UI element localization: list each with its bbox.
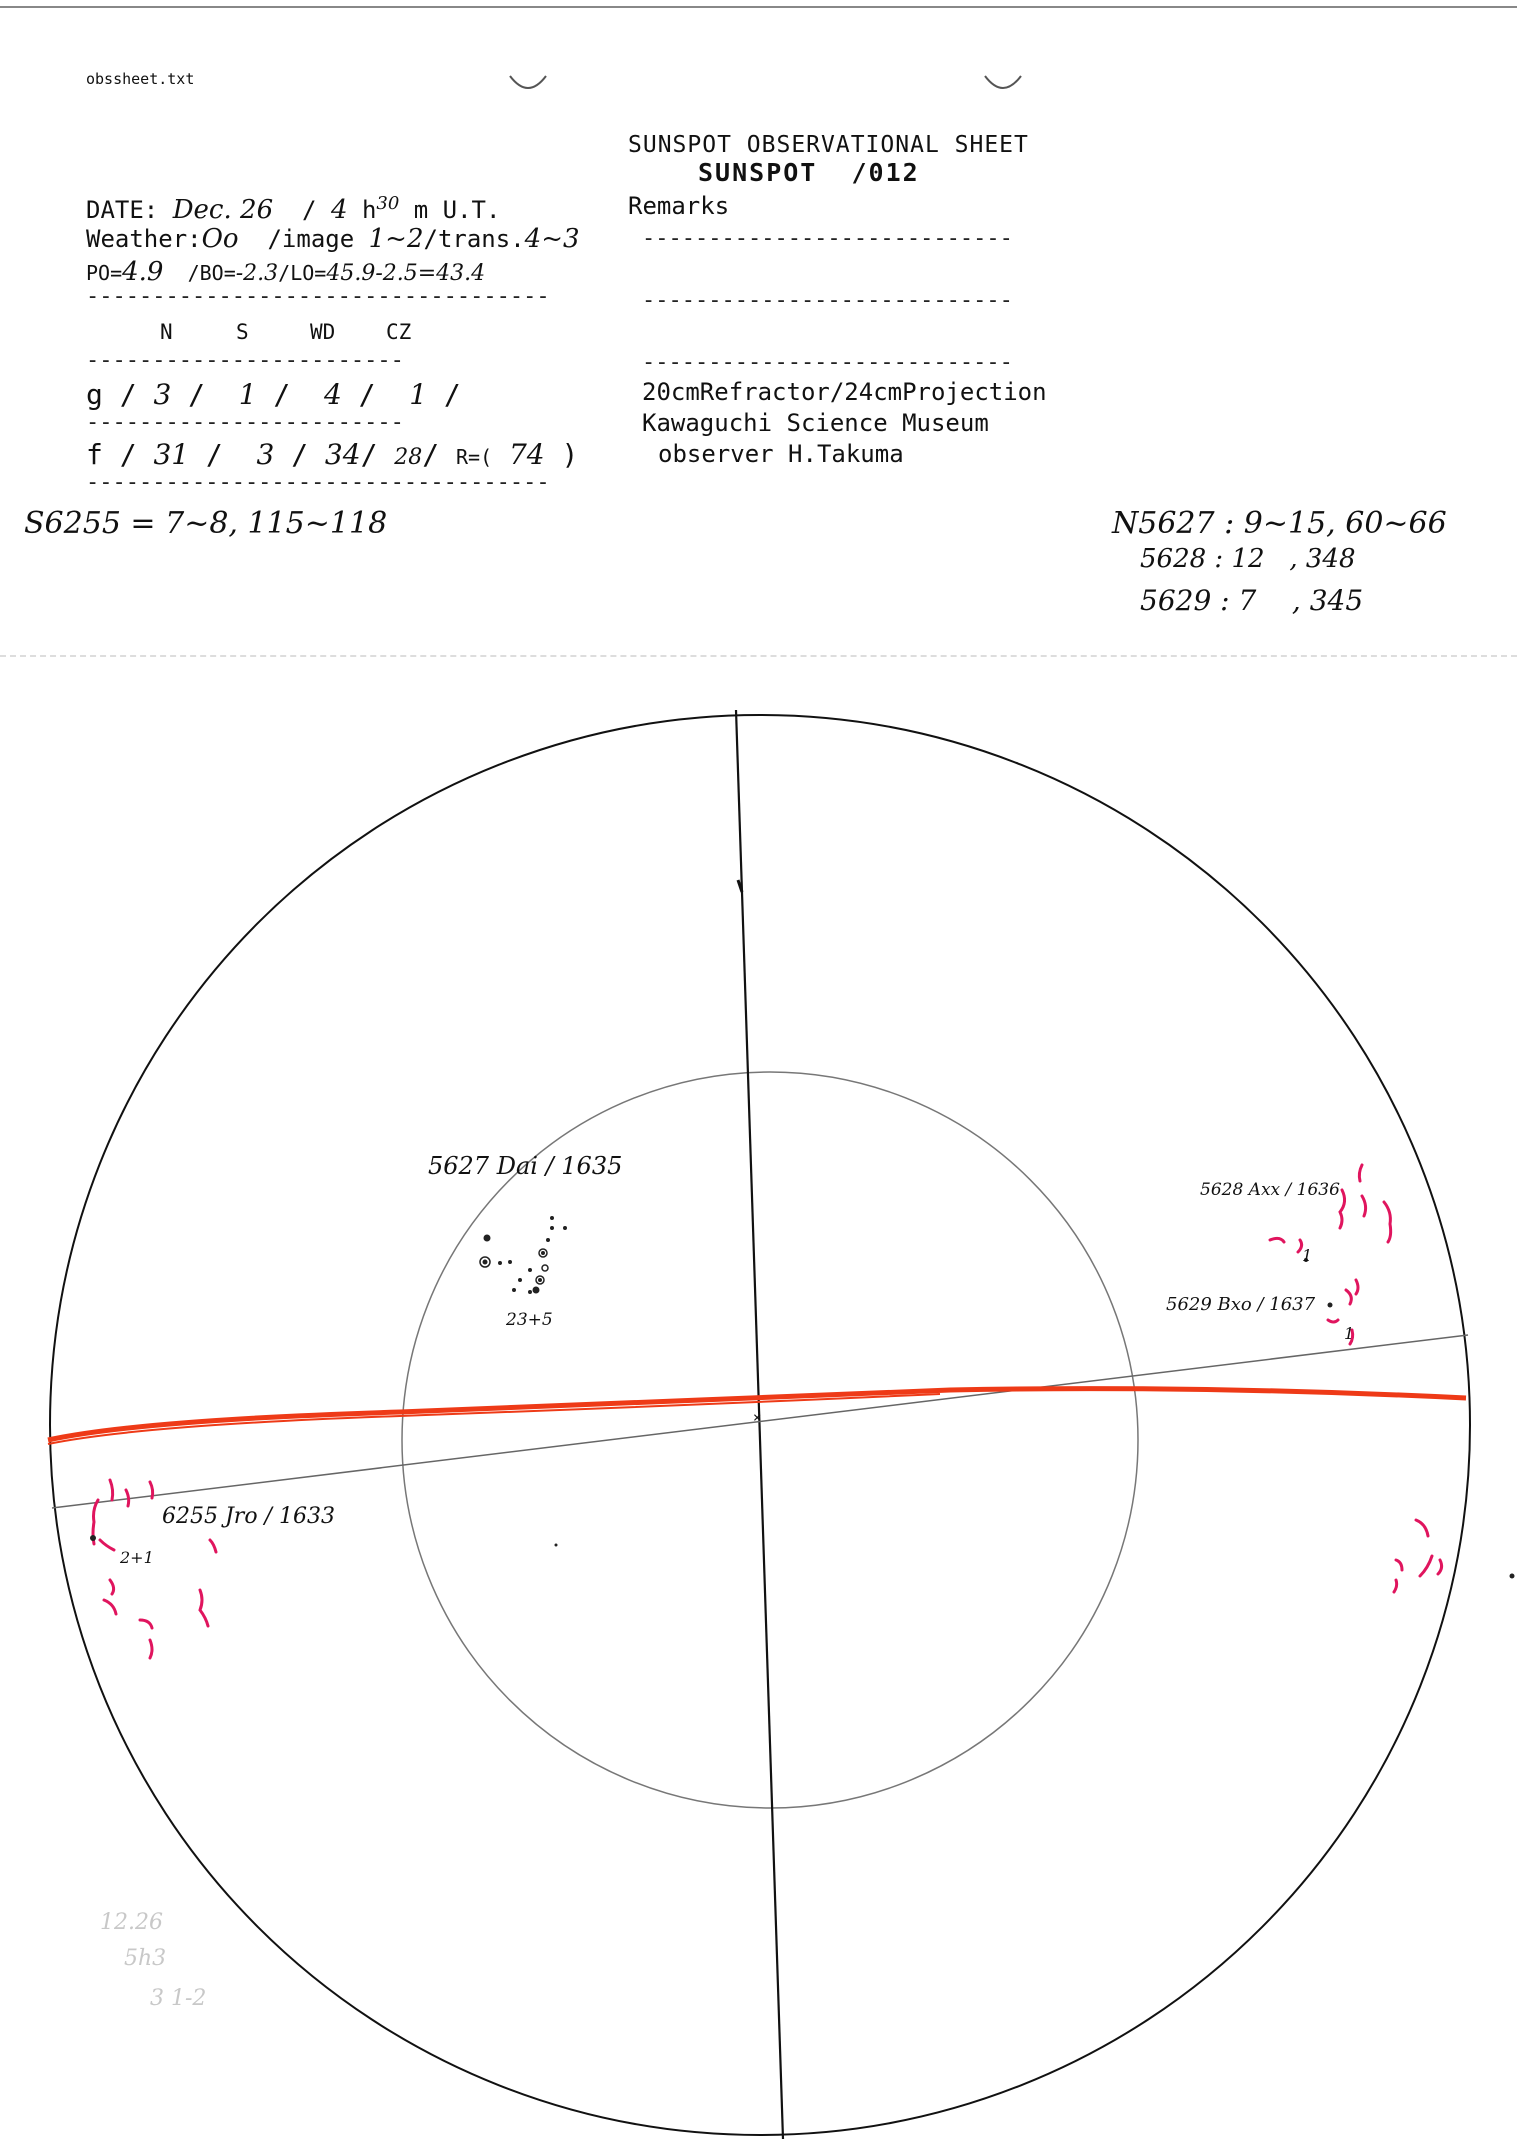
separator-3: ------------------------: [86, 410, 404, 435]
column-n: N: [160, 320, 173, 344]
label-group-6255: 6255 Jro / 1633: [162, 1504, 335, 1529]
f-wd: 34: [324, 438, 361, 471]
note-right-1: N5627 : 9~15, 60~66: [1112, 506, 1447, 541]
date-label: DATE:: [86, 196, 159, 224]
trans-value: 4~3: [524, 224, 580, 254]
faint-note-3: 3 1-2: [150, 1986, 207, 2011]
g-wd: 4: [323, 378, 342, 411]
disk-center-mark: ×: [753, 1410, 762, 1426]
f-n: 31: [153, 438, 190, 471]
r-value: 74: [508, 438, 545, 471]
date-slash: /: [302, 196, 317, 224]
date-h: h: [361, 196, 377, 224]
r-close: ): [561, 438, 579, 471]
g-s: 1: [238, 378, 257, 411]
g-cz: 1: [409, 378, 428, 411]
institution-text: Kawaguchi Science Museum: [642, 409, 989, 437]
sheet-number: /012: [851, 158, 920, 187]
po-label: PO=: [86, 261, 123, 285]
f-row: f / 31 / 3 / 34/ 28/ R=( 74 ): [86, 438, 579, 471]
spot-5629: [1328, 1303, 1333, 1308]
separator-1: -----------------------------------: [86, 284, 550, 309]
bo-value: -2.3: [235, 261, 279, 286]
column-cz: CZ: [386, 320, 412, 344]
spot-6255: [90, 1535, 96, 1541]
lo-label: /LO=: [278, 261, 327, 285]
faculae-right-lower: [1394, 1520, 1442, 1592]
f-s: 3: [256, 438, 275, 471]
observer-text: observer H.Takuma: [658, 440, 904, 468]
label-count-6255: 2+1: [120, 1548, 154, 1567]
lo-value: 45.9-2.5=43.4: [326, 261, 486, 286]
g-row: g / 3 / 1 / 4 / 1 /: [86, 378, 461, 411]
date-minute: 30: [376, 193, 400, 214]
r-label: R=(: [456, 445, 493, 469]
label-count-5628: 1: [1302, 1246, 1313, 1265]
label-count-5627: 23+5: [506, 1310, 553, 1330]
bo-label: /BO=: [187, 261, 236, 285]
faint-note-1: 12.26: [100, 1910, 163, 1935]
separator-4: -----------------------------------: [86, 470, 550, 495]
f-label: f: [86, 438, 103, 471]
separator-2: ------------------------: [86, 348, 404, 373]
note-right-3: 5629 : 7 , 345: [1140, 584, 1364, 617]
column-wd: WD: [310, 320, 336, 344]
sheet-subtitle-text: SUNSPOT: [698, 158, 818, 187]
g-label: g: [86, 378, 103, 411]
label-group-5627: 5627 Dai / 1635: [428, 1152, 623, 1180]
date-suffix: m U.T.: [413, 196, 501, 224]
remarks-label: Remarks: [628, 192, 730, 220]
inner-reference-circle: [402, 1072, 1138, 1808]
po-value: 4.9: [122, 257, 164, 287]
image-value: 1~2: [368, 224, 424, 254]
remarks-dash-2: ----------------------------: [642, 288, 1013, 313]
g-n: 3: [153, 378, 172, 411]
weather-value: Oo: [201, 224, 239, 254]
column-s: S: [236, 320, 249, 344]
instrument-text: 20cmRefractor/24cmProjection: [642, 378, 1047, 406]
label-count-5629: 1: [1344, 1324, 1355, 1343]
file-label: obssheet.txt: [86, 70, 195, 88]
label-group-5628: 5628 Axx / 1636: [1200, 1180, 1340, 1200]
faint-note-2: 5h3: [124, 1946, 167, 1971]
remarks-dash-1: ----------------------------: [642, 226, 1013, 251]
weather-label: Weather:: [86, 225, 202, 253]
image-label: /image: [267, 225, 355, 253]
f-cz: 28: [394, 445, 423, 470]
trans-label: /trans.: [423, 225, 525, 253]
note-left: S6255 = 7~8, 115~118: [24, 506, 388, 541]
label-group-5629: 5629 Bxo / 1637: [1166, 1294, 1316, 1315]
date-value: Dec. 26: [172, 195, 274, 225]
note-right-2: 5628 : 12 , 348: [1140, 544, 1356, 574]
sheet-title: SUNSPOT OBSERVATIONAL SHEET: [628, 132, 1029, 158]
sunspot-group-5627: [480, 1217, 567, 1294]
date-hour: 4: [330, 195, 348, 225]
remarks-dash-3: ----------------------------: [642, 350, 1013, 375]
